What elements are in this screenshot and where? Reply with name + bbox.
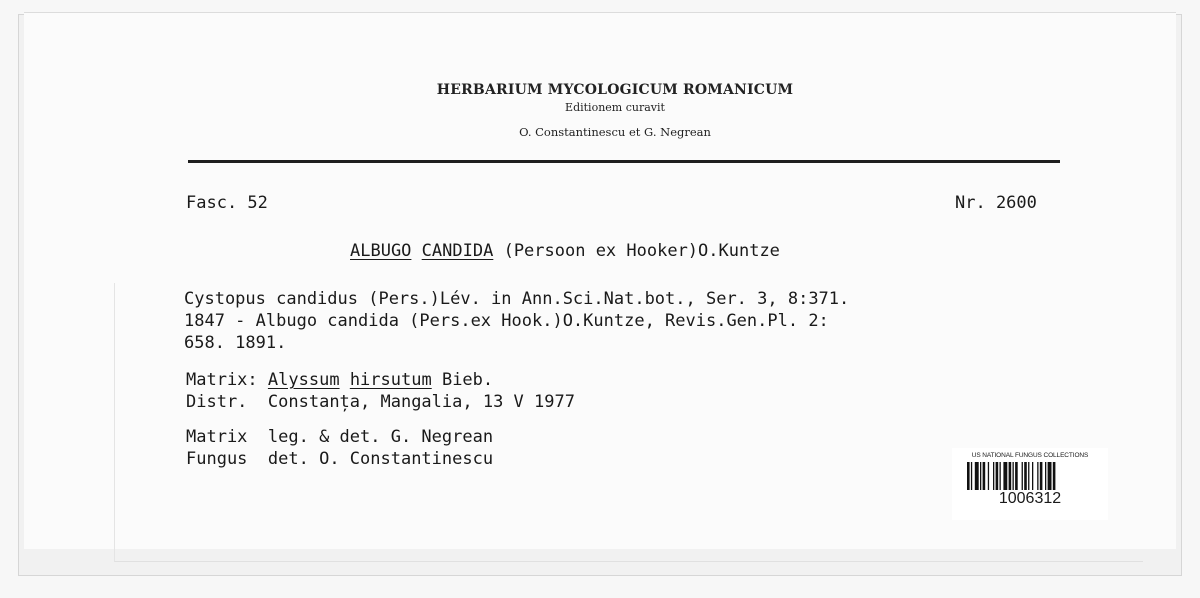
barcode-label: [952, 448, 1108, 520]
matrix-author: Bieb.: [441, 370, 494, 390]
fascicle-number: Fasc. 52: [186, 193, 268, 213]
collector-value: det. O. Constantinescu: [267, 449, 494, 469]
matrix-genus: Alyssum: [267, 370, 340, 390]
collector-label: Fungus: [186, 449, 248, 469]
synonymy-line-3: 658. 1891.: [184, 333, 287, 353]
collector-line-fungus: [186, 448, 493, 470]
matrix-line: [186, 369, 493, 391]
barcode-number: 1006312: [998, 490, 1062, 507]
matrix-label: Matrix:: [186, 370, 258, 390]
barcode-icon: [965, 462, 1095, 490]
species-name: [350, 240, 780, 262]
herbarium-editors: O. Constantinescu et G. Negrean: [519, 125, 711, 139]
distribution-line: [186, 391, 575, 413]
exsiccata-number: Nr. 2600: [955, 193, 1037, 213]
barcode-title: US NATIONAL FUNGUS COLLECTIONS: [971, 452, 1089, 459]
herbarium-subtitle: Editionem curavit: [565, 101, 665, 114]
synonymy-line-2: 1847 - Albugo candida (Pers.ex Hook.)O.Kuntze, Revis.Gen.Pl. 2:: [184, 311, 829, 331]
species-authority: (Persoon ex Hooker)O.Kuntze: [503, 241, 780, 261]
header-rule: [188, 160, 1060, 163]
collector-label: Matrix: [186, 427, 248, 447]
species-epithet: CANDIDA: [421, 241, 494, 261]
herbarium-title: HERBARIUM MYCOLOGICUM ROMANICUM: [436, 82, 794, 98]
distribution-value: Constanța, Mangalia, 13 V 1977: [267, 392, 575, 412]
synonymy-line-1: Cystopus candidus (Pers.)Lév. in Ann.Sci.Nat.bot., Ser. 3, 8:371.: [184, 289, 850, 309]
species-genus: ALBUGO: [350, 241, 412, 261]
distribution-label: Distr.: [186, 392, 248, 412]
collector-line-matrix: [186, 426, 493, 448]
collector-value: leg. & det. G. Negrean: [267, 427, 494, 447]
label-header: [400, 82, 830, 139]
matrix-species: hirsutum: [349, 370, 432, 390]
